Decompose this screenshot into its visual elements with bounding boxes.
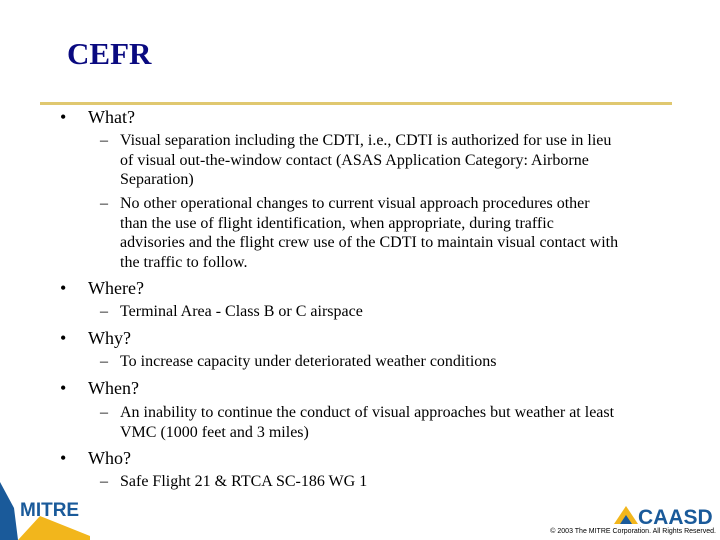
svg-text:MITRE: MITRE bbox=[20, 500, 80, 521]
mitre-logo bbox=[0, 478, 90, 540]
sub-bullet-text bbox=[120, 472, 367, 492]
slide-title: CEFR bbox=[67, 36, 152, 71]
bullet-icon: • bbox=[60, 278, 67, 298]
title-divider bbox=[40, 102, 672, 105]
dash-icon: – bbox=[100, 353, 108, 370]
text-line: Visual separation including the CDTI, i.e., CDTI is authorized for use in lieu bbox=[120, 132, 612, 149]
bullet-heading: When? bbox=[88, 378, 139, 398]
copyright-footer: © 2003 The MITRE Corporation. All Rights Reserved. bbox=[550, 528, 716, 535]
text-line: the traffic to follow. bbox=[120, 254, 248, 272]
caasd-logo bbox=[612, 504, 720, 526]
sub-bullet-text bbox=[120, 352, 496, 372]
sub-bullet-text bbox=[120, 194, 618, 273]
text-line: VMC (1000 feet and 3 miles) bbox=[120, 423, 309, 441]
bullet-heading: Where? bbox=[88, 278, 144, 298]
bullet-icon: • bbox=[60, 328, 67, 348]
text-line: of visual out-the-window contact (ASAS Application Category: Airborne bbox=[120, 151, 589, 169]
text-line: No other operational changes to current visual approach procedures other bbox=[120, 195, 590, 212]
bullet-heading: Who? bbox=[88, 448, 131, 468]
text-line: To increase capacity under deteriorated weather conditions bbox=[120, 353, 497, 370]
sub-bullet-text bbox=[120, 131, 611, 190]
dash-icon: – bbox=[100, 195, 108, 212]
bullet-icon: • bbox=[60, 448, 67, 468]
bullet-heading: Why? bbox=[88, 328, 131, 348]
dash-icon: – bbox=[100, 132, 108, 149]
text-line: Safe Flight 21 & RTCA SC-186 WG 1 bbox=[120, 473, 368, 490]
bullet-heading: What? bbox=[88, 107, 135, 127]
text-line: Terminal Area - Class B or C airspace bbox=[120, 303, 363, 320]
text-line: Separation) bbox=[120, 171, 194, 189]
svg-text:CAASD: CAASD bbox=[638, 506, 713, 526]
bullet-icon: • bbox=[60, 107, 67, 127]
text-line: An inability to continue the conduct of visual approaches but weather at least bbox=[120, 404, 615, 421]
text-line: than the use of flight identification, when appropriate, during traffic bbox=[120, 214, 554, 232]
sub-bullet-text bbox=[120, 403, 614, 442]
dash-icon: – bbox=[100, 404, 108, 421]
dash-icon: – bbox=[100, 303, 108, 320]
dash-icon: – bbox=[100, 473, 108, 490]
text-line: advisories and the flight crew use of the CDTI to maintain visual contact with bbox=[120, 234, 619, 252]
sub-bullet-text bbox=[120, 302, 363, 322]
bullet-icon: • bbox=[60, 378, 67, 398]
